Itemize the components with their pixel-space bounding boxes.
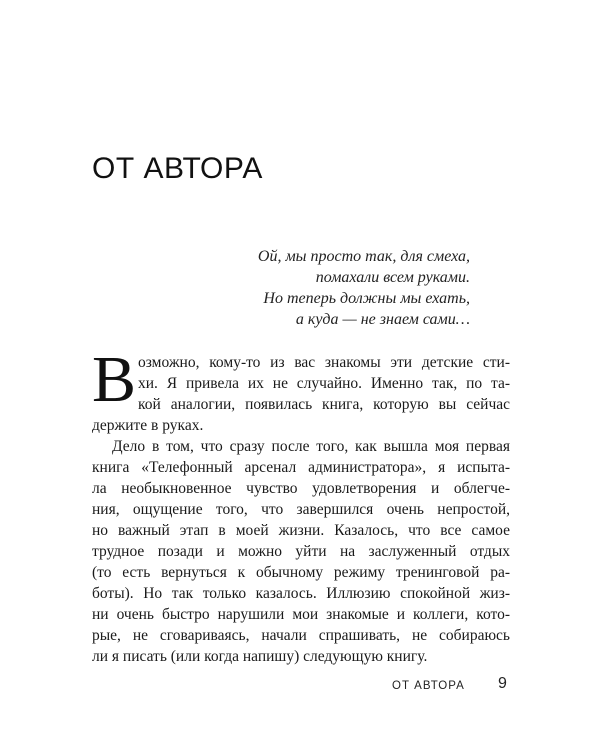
- epigraph-line: помахали всем руками.: [315, 269, 470, 286]
- epigraph-line: а куда — не знаем сами…: [295, 311, 470, 328]
- body-line: (то есть вернуться к обычному режиму тренинговой ра-: [92, 564, 510, 581]
- body-text: [92, 352, 510, 667]
- body-line: хи. Я привела их не случайно. Именно так, по та-: [138, 375, 510, 392]
- running-head: ОТ АВТОРА: [392, 680, 465, 692]
- page-number: 9: [498, 675, 507, 692]
- body-line: ния, ощущение того, что завершился очень непростой,: [92, 501, 510, 518]
- epigraph-line: Ой, мы просто так, для смеха,: [257, 248, 470, 265]
- epigraph-line: Но теперь должны мы ехать,: [263, 290, 470, 307]
- body-line: ни очень быстро нарушили мои знакомые и коллеги, кото-: [92, 606, 510, 623]
- body-line: Дело в том, что сразу после того, как вышла моя первая: [112, 438, 510, 455]
- body-line: озможно, кому-то из вас знакомы эти детские сти-: [138, 354, 510, 371]
- body-line: трудное позади и можно уйти на заслуженный отдых: [92, 543, 510, 560]
- body-line: но важный этап в моей жизни. Казалось, что все самое: [92, 522, 510, 539]
- body-line: ли я писать (или когда напишу) следующую книгу.: [92, 648, 428, 665]
- chapter-title: ОТ АВТОРА: [92, 152, 263, 185]
- epigraph: [170, 246, 470, 330]
- body-line: рые, не сговариваясь, начали спрашивать, не собираюсь: [92, 627, 510, 644]
- body-line: ла необыкновенное чувство удовлетворения и облегче-: [92, 480, 510, 497]
- body-line: держите в руках.: [92, 417, 204, 434]
- drop-cap: В: [92, 343, 137, 416]
- body-line: книга «Телефонный арсенал администратора», я испыта-: [92, 459, 510, 476]
- body-line: кой аналогии, появилась книга, которую вы сейчас: [138, 396, 510, 413]
- body-line: боты). Но так только казалось. Иллюзию спокойной жиз-: [92, 585, 510, 602]
